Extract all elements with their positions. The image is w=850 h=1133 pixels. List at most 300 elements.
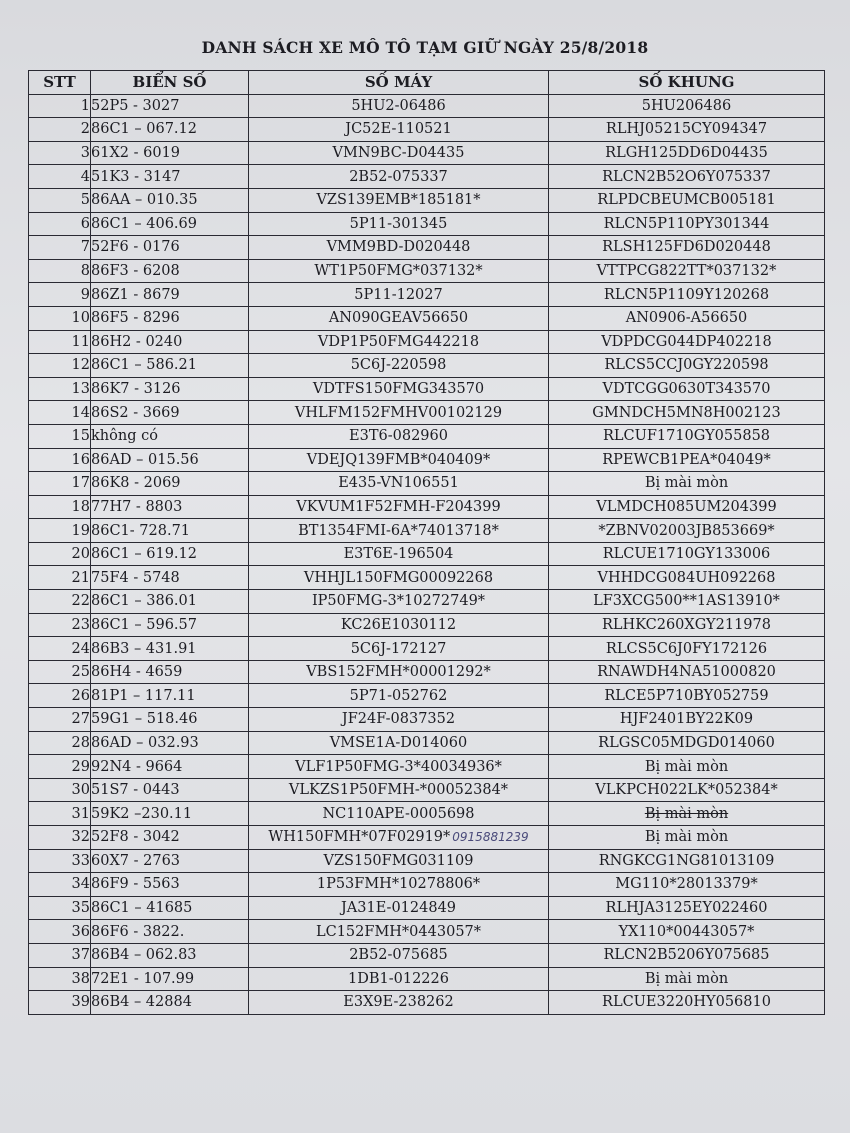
row-so-may-text: 1P53FMH*10278806* bbox=[316, 876, 481, 893]
row-so-may-text: VMM9BD-D020448 bbox=[326, 239, 471, 256]
row-stt-text: 10 bbox=[71, 310, 90, 327]
row-bien-so-text: không có bbox=[91, 428, 158, 445]
row-so-may bbox=[249, 424, 549, 448]
row-stt-text: 7 bbox=[80, 239, 90, 256]
row-bien-so-text: 86F9 - 5563 bbox=[91, 876, 180, 893]
row-stt bbox=[29, 731, 91, 755]
table-row bbox=[29, 401, 825, 425]
row-so-khung-text: RLCUE3220HY056810 bbox=[602, 994, 771, 1011]
row-so-may-text: VDP1P50FMG442218 bbox=[317, 333, 480, 350]
row-so-khung-text: Bị mài mòn bbox=[644, 805, 729, 822]
row-stt-text: 35 bbox=[71, 900, 90, 917]
row-stt-text: 25 bbox=[71, 664, 90, 681]
row-so-may bbox=[249, 259, 549, 283]
row-so-may-text: VZS139EMB*185181* bbox=[316, 192, 481, 209]
row-bien-so-text: 86B4 – 062.83 bbox=[91, 947, 197, 964]
row-bien-so bbox=[91, 424, 249, 448]
row-bien-so bbox=[91, 165, 249, 189]
row-so-khung bbox=[549, 448, 825, 472]
row-so-khung bbox=[549, 708, 825, 732]
row-stt bbox=[29, 188, 91, 212]
row-stt bbox=[29, 613, 91, 637]
row-stt bbox=[29, 873, 91, 897]
row-so-may-text: E435-VN106551 bbox=[338, 475, 459, 492]
table-row bbox=[29, 708, 825, 732]
row-so-may bbox=[249, 306, 549, 330]
row-stt-text: 24 bbox=[71, 640, 90, 657]
row-so-may bbox=[249, 920, 549, 944]
row-stt bbox=[29, 259, 91, 283]
table-row bbox=[29, 354, 825, 378]
row-bien-so-text: 59G1 – 518.46 bbox=[91, 711, 198, 728]
row-so-khung bbox=[549, 94, 825, 118]
table-row bbox=[29, 236, 825, 260]
row-bien-so bbox=[91, 755, 249, 779]
row-bien-so bbox=[91, 519, 249, 543]
table-row bbox=[29, 141, 825, 165]
row-stt-text: 34 bbox=[71, 876, 90, 893]
row-so-khung bbox=[549, 637, 825, 661]
row-bien-so bbox=[91, 283, 249, 307]
row-bien-so-text: 86F6 - 3822. bbox=[91, 923, 185, 940]
row-so-khung-text: RLCUF1710GY055858 bbox=[602, 428, 771, 445]
row-stt-text: 23 bbox=[71, 616, 90, 633]
row-bien-so bbox=[91, 991, 249, 1015]
row-so-khung-text: RLPDCBEUMCB005181 bbox=[597, 192, 776, 209]
row-bien-so-text: 51K3 - 3147 bbox=[91, 168, 181, 185]
row-so-may bbox=[249, 708, 549, 732]
row-so-may bbox=[249, 991, 549, 1015]
row-bien-so-text: 51S7 - 0443 bbox=[91, 782, 180, 799]
row-bien-so-text: 86Z1 - 8679 bbox=[91, 286, 180, 303]
row-bien-so-text: 86K8 - 2069 bbox=[91, 475, 181, 492]
row-so-may bbox=[249, 849, 549, 873]
row-stt bbox=[29, 283, 91, 307]
row-stt-text: 32 bbox=[71, 829, 90, 846]
row-stt-text: 19 bbox=[71, 522, 90, 539]
row-so-khung-text: RLHJ05215CY094347 bbox=[605, 121, 768, 138]
row-bien-so-text: 86C1 – 619.12 bbox=[91, 546, 197, 563]
table-row bbox=[29, 802, 825, 826]
row-stt-text: 2 bbox=[80, 121, 90, 138]
row-so-khung-text: VDPDCG044DP402218 bbox=[601, 333, 772, 350]
row-so-may bbox=[249, 401, 549, 425]
table-row bbox=[29, 377, 825, 401]
row-so-khung-text: RNAWDH4NA51000820 bbox=[597, 664, 776, 681]
table-row bbox=[29, 212, 825, 236]
row-bien-so bbox=[91, 967, 249, 991]
row-bien-so-text: 86B3 – 431.91 bbox=[91, 640, 197, 657]
row-so-khung bbox=[549, 896, 825, 920]
row-stt bbox=[29, 637, 91, 661]
row-so-may-text: 2B52-075685 bbox=[349, 947, 448, 964]
table-row bbox=[29, 613, 825, 637]
header-so-may: SỐ MÁY bbox=[249, 71, 549, 95]
row-so-khung-text: RLCN5P110PY301344 bbox=[603, 215, 770, 232]
table-row bbox=[29, 188, 825, 212]
row-so-may bbox=[249, 967, 549, 991]
row-so-khung-text: RLCN2B5206Y075685 bbox=[603, 947, 770, 964]
row-bien-so-text: 86F3 - 6208 bbox=[91, 263, 180, 280]
row-stt bbox=[29, 448, 91, 472]
row-stt bbox=[29, 896, 91, 920]
row-so-khung bbox=[549, 354, 825, 378]
row-bien-so-text: 60X7 - 2763 bbox=[91, 852, 181, 869]
row-so-khung bbox=[549, 920, 825, 944]
row-bien-so bbox=[91, 188, 249, 212]
row-stt-text: 9 bbox=[80, 286, 90, 303]
row-so-khung-text: Bị mài mòn bbox=[644, 758, 729, 775]
row-so-may-text: JA31E-0124849 bbox=[340, 900, 457, 917]
table-row bbox=[29, 590, 825, 614]
row-so-may-text: LC152FMH*0443057* bbox=[315, 923, 482, 940]
row-so-may bbox=[249, 448, 549, 472]
row-stt bbox=[29, 377, 91, 401]
row-so-khung bbox=[549, 684, 825, 708]
row-stt bbox=[29, 943, 91, 967]
table-row bbox=[29, 849, 825, 873]
row-so-may-text: 5P11-301345 bbox=[349, 215, 448, 232]
row-stt bbox=[29, 94, 91, 118]
row-bien-so-text: 86C1 – 067.12 bbox=[91, 121, 197, 138]
row-bien-so-text: 86H4 - 4659 bbox=[91, 664, 183, 681]
row-stt-text: 38 bbox=[71, 970, 90, 987]
row-so-khung bbox=[549, 141, 825, 165]
row-so-khung bbox=[549, 590, 825, 614]
row-bien-so bbox=[91, 542, 249, 566]
row-so-khung-text: Bị mài mòn bbox=[644, 829, 729, 846]
vehicle-table bbox=[28, 70, 825, 1015]
row-so-khung-text: 5HU206486 bbox=[641, 97, 732, 114]
row-bien-so bbox=[91, 306, 249, 330]
row-so-may-text: 5C6J-172127 bbox=[350, 640, 447, 657]
row-so-may bbox=[249, 188, 549, 212]
row-so-may-text: VBS152FMH*00001292* bbox=[306, 664, 491, 681]
row-bien-so-text: 86AD – 032.93 bbox=[91, 734, 199, 751]
row-so-may bbox=[249, 141, 549, 165]
row-so-may-text: VDTFS150FMG343570 bbox=[312, 381, 485, 398]
row-so-khung bbox=[549, 306, 825, 330]
row-so-may-text: KC26E1030112 bbox=[340, 616, 457, 633]
row-bien-so bbox=[91, 613, 249, 637]
row-so-khung bbox=[549, 873, 825, 897]
row-so-khung-text: VLMDCH085UM204399 bbox=[596, 498, 777, 515]
row-stt bbox=[29, 708, 91, 732]
row-bien-so bbox=[91, 330, 249, 354]
row-stt-text: 5 bbox=[80, 192, 90, 209]
row-so-may bbox=[249, 613, 549, 637]
row-so-may bbox=[249, 519, 549, 543]
row-stt bbox=[29, 920, 91, 944]
table-body bbox=[29, 94, 825, 1014]
row-stt bbox=[29, 165, 91, 189]
table-row bbox=[29, 826, 825, 850]
row-stt-text: 13 bbox=[71, 381, 90, 398]
table-row bbox=[29, 165, 825, 189]
row-stt bbox=[29, 424, 91, 448]
row-so-may-text: VMN9BC-D04435 bbox=[332, 145, 465, 162]
row-bien-so-text: 86S2 - 3669 bbox=[91, 404, 180, 421]
row-so-khung-text: RLHKC260XGY211978 bbox=[602, 616, 771, 633]
row-so-may-text: VHHJL150FMG00092268 bbox=[303, 569, 494, 586]
table-row bbox=[29, 684, 825, 708]
row-so-may-text: 2B52-075337 bbox=[349, 168, 448, 185]
row-so-may bbox=[249, 873, 549, 897]
row-stt bbox=[29, 778, 91, 802]
row-so-may bbox=[249, 637, 549, 661]
row-stt bbox=[29, 472, 91, 496]
row-stt-text: 12 bbox=[71, 357, 90, 374]
row-bien-so bbox=[91, 778, 249, 802]
row-so-khung bbox=[549, 991, 825, 1015]
row-bien-so bbox=[91, 377, 249, 401]
row-stt bbox=[29, 354, 91, 378]
header-stt: STT bbox=[29, 71, 91, 95]
row-so-may-text: VDEJQ139FMB*040409* bbox=[306, 451, 491, 468]
row-bien-so-text: 86C1 – 596.57 bbox=[91, 616, 197, 633]
row-so-khung-text: MG110*28013379* bbox=[615, 876, 758, 893]
row-so-may-text: WT1P50FMG*037132* bbox=[314, 263, 483, 280]
row-bien-so bbox=[91, 637, 249, 661]
row-bien-so-text: 86H2 - 0240 bbox=[91, 333, 183, 350]
row-stt bbox=[29, 118, 91, 142]
row-bien-so-text: 86C1 – 41685 bbox=[91, 900, 193, 917]
row-so-may bbox=[249, 566, 549, 590]
row-so-may-text: 1DB1-012226 bbox=[348, 970, 449, 987]
table-row bbox=[29, 448, 825, 472]
row-so-may bbox=[249, 778, 549, 802]
table-row bbox=[29, 259, 825, 283]
row-so-khung-text: RLHJA3125EY022460 bbox=[605, 900, 768, 917]
row-stt-text: 22 bbox=[71, 593, 90, 610]
row-bien-so bbox=[91, 943, 249, 967]
row-so-may bbox=[249, 236, 549, 260]
row-so-khung bbox=[549, 401, 825, 425]
row-bien-so bbox=[91, 236, 249, 260]
row-so-khung-text: RLGH125DD6D04435 bbox=[605, 145, 768, 162]
row-so-may bbox=[249, 943, 549, 967]
row-so-khung-text: RLCE5P710BY052759 bbox=[604, 687, 769, 704]
row-bien-so bbox=[91, 448, 249, 472]
row-so-may-text: IP50FMG-3*10272749* bbox=[311, 593, 486, 610]
row-so-khung-text: *ZBNV02003JB853669* bbox=[598, 522, 775, 539]
row-so-khung bbox=[549, 731, 825, 755]
table-row bbox=[29, 519, 825, 543]
row-stt bbox=[29, 519, 91, 543]
row-so-khung bbox=[549, 849, 825, 873]
row-so-khung bbox=[549, 613, 825, 637]
row-stt bbox=[29, 684, 91, 708]
table-row bbox=[29, 637, 825, 661]
row-so-khung bbox=[549, 330, 825, 354]
row-so-may-text: VMSE1A-D014060 bbox=[329, 734, 468, 751]
row-stt-text: 39 bbox=[71, 994, 90, 1011]
row-stt bbox=[29, 660, 91, 684]
row-so-may-text: 5P11-12027 bbox=[354, 286, 443, 303]
row-bien-so bbox=[91, 849, 249, 873]
document-title: DANH SÁCH XE MÔ TÔ TẠM GIỮ NGÀY 25/8/2018 bbox=[201, 38, 649, 57]
row-so-khung-text: GMNDCH5MN8H002123 bbox=[592, 404, 781, 421]
row-so-may bbox=[249, 896, 549, 920]
table-row bbox=[29, 495, 825, 519]
row-bien-so bbox=[91, 566, 249, 590]
row-so-may bbox=[249, 165, 549, 189]
row-so-khung bbox=[549, 519, 825, 543]
handwritten-note: 0915881239 bbox=[452, 830, 529, 845]
row-bien-so bbox=[91, 141, 249, 165]
row-so-khung bbox=[549, 566, 825, 590]
row-stt bbox=[29, 401, 91, 425]
row-bien-so-text: 86F5 - 8296 bbox=[91, 310, 180, 327]
row-bien-so bbox=[91, 731, 249, 755]
row-stt-text: 18 bbox=[71, 498, 90, 515]
row-stt bbox=[29, 967, 91, 991]
row-so-khung-text: RLCN2B52O6Y075337 bbox=[602, 168, 771, 185]
table-row bbox=[29, 873, 825, 897]
row-so-may-text: VHLFM152FMHV00102129 bbox=[294, 404, 503, 421]
row-bien-so-text: 86C1- 728.71 bbox=[91, 522, 191, 539]
row-bien-so-text: 86C1 – 406.69 bbox=[91, 215, 197, 232]
row-so-khung-text: HJF2401BY22K09 bbox=[619, 711, 754, 728]
row-stt-text: 21 bbox=[71, 569, 90, 586]
row-so-may bbox=[249, 377, 549, 401]
row-so-khung-text: AN0906-A56650 bbox=[625, 310, 748, 327]
row-stt bbox=[29, 212, 91, 236]
row-so-khung bbox=[549, 660, 825, 684]
row-so-may bbox=[249, 94, 549, 118]
row-so-may-text: VLKZS1P50FMH-*00052384* bbox=[288, 782, 509, 799]
row-so-may bbox=[249, 212, 549, 236]
row-so-khung bbox=[549, 118, 825, 142]
row-bien-so-text: 92N4 - 9664 bbox=[91, 758, 183, 775]
row-bien-so bbox=[91, 354, 249, 378]
row-so-khung-text: VTTPCG822TT*037132* bbox=[596, 263, 777, 280]
row-bien-so bbox=[91, 94, 249, 118]
row-bien-so-text: 52F6 - 0176 bbox=[91, 239, 180, 256]
row-stt bbox=[29, 991, 91, 1015]
row-bien-so-text: 86B4 – 42884 bbox=[91, 994, 192, 1011]
row-so-may-text: AN090GEAV56650 bbox=[328, 310, 469, 327]
row-so-khung bbox=[549, 259, 825, 283]
row-so-khung-text: RLCS5CCJ0GY220598 bbox=[604, 357, 769, 374]
row-bien-so bbox=[91, 472, 249, 496]
row-bien-so bbox=[91, 896, 249, 920]
row-so-may-text: VLF1P50FMG-3*40034936* bbox=[295, 758, 502, 775]
row-so-may bbox=[249, 542, 549, 566]
table-row bbox=[29, 542, 825, 566]
row-bien-so bbox=[91, 660, 249, 684]
row-stt bbox=[29, 542, 91, 566]
table-row bbox=[29, 566, 825, 590]
row-stt bbox=[29, 566, 91, 590]
row-so-khung-text: RLCS5C6J0FY172126 bbox=[605, 640, 768, 657]
row-so-may-text: JF24F-0837352 bbox=[341, 711, 456, 728]
row-bien-so-text: 72E1 - 107.99 bbox=[91, 970, 195, 987]
row-so-may bbox=[249, 660, 549, 684]
table-row bbox=[29, 660, 825, 684]
row-so-may-text: WH150FMH*07F02919* bbox=[268, 829, 451, 846]
row-stt-text: 6 bbox=[80, 215, 90, 232]
table-row bbox=[29, 991, 825, 1015]
row-so-khung-text: RLCN5P1109Y120268 bbox=[603, 286, 770, 303]
row-bien-so-text: 52P5 - 3027 bbox=[91, 97, 180, 114]
row-so-may bbox=[249, 802, 549, 826]
row-stt-text: 16 bbox=[71, 451, 90, 468]
row-bien-so bbox=[91, 495, 249, 519]
row-so-khung-text: Bị mài mòn bbox=[644, 475, 729, 492]
row-so-may bbox=[249, 495, 549, 519]
row-stt bbox=[29, 755, 91, 779]
row-so-may bbox=[249, 826, 549, 850]
table-row bbox=[29, 94, 825, 118]
row-so-khung-text: RLSH125FD6D020448 bbox=[602, 239, 771, 256]
row-so-khung bbox=[549, 424, 825, 448]
row-so-may-text: JC52E-110521 bbox=[345, 121, 452, 138]
row-bien-so bbox=[91, 920, 249, 944]
row-so-khung-text: RLCUE1710GY133006 bbox=[602, 546, 771, 563]
table-row bbox=[29, 424, 825, 448]
row-so-may-text: E3X9E-238262 bbox=[343, 994, 454, 1011]
row-so-khung-text: RNGKCG1NG81013109 bbox=[598, 852, 775, 869]
row-bien-so-text: 86C1 – 586.21 bbox=[91, 357, 197, 374]
row-stt-text: 1 bbox=[80, 97, 90, 114]
row-so-khung bbox=[549, 826, 825, 850]
row-so-khung-text: YX110*00443057* bbox=[618, 923, 755, 940]
row-stt-text: 15 bbox=[71, 428, 90, 445]
row-so-khung bbox=[549, 188, 825, 212]
row-bien-so-text: 86K7 - 3126 bbox=[91, 381, 181, 398]
row-so-may bbox=[249, 684, 549, 708]
row-so-khung-text: RPEWCB1PEA*04049* bbox=[602, 451, 771, 468]
row-so-may bbox=[249, 354, 549, 378]
row-so-may bbox=[249, 330, 549, 354]
row-stt bbox=[29, 495, 91, 519]
row-so-may-text: NC110APE-0005698 bbox=[322, 805, 475, 822]
row-stt-text: 29 bbox=[71, 758, 90, 775]
row-so-may bbox=[249, 731, 549, 755]
row-so-khung-text: VLKPCH022LK*052384* bbox=[595, 782, 778, 799]
row-so-khung-text: LF3XCG500**1AS13910* bbox=[593, 593, 780, 610]
row-so-khung bbox=[549, 212, 825, 236]
row-stt bbox=[29, 306, 91, 330]
row-so-khung-text: VDTCGG0630T343570 bbox=[602, 381, 771, 398]
table-row bbox=[29, 920, 825, 944]
table-header-row bbox=[29, 71, 825, 95]
row-bien-so-text: 86AA – 010.35 bbox=[91, 192, 198, 209]
row-stt-text: 8 bbox=[80, 263, 90, 280]
row-bien-so bbox=[91, 259, 249, 283]
table-row bbox=[29, 778, 825, 802]
row-stt-text: 31 bbox=[71, 805, 90, 822]
row-so-khung-text: VHHDCG084UH092268 bbox=[597, 569, 776, 586]
row-so-may-text: E3T6E-196504 bbox=[343, 546, 454, 563]
row-bien-so bbox=[91, 802, 249, 826]
row-bien-so bbox=[91, 212, 249, 236]
row-stt bbox=[29, 330, 91, 354]
table-row bbox=[29, 306, 825, 330]
row-so-may-text: 5HU2-06486 bbox=[351, 97, 446, 114]
table-row bbox=[29, 330, 825, 354]
row-stt-text: 37 bbox=[71, 947, 90, 964]
row-bien-so bbox=[91, 826, 249, 850]
row-stt-text: 36 bbox=[71, 923, 90, 940]
row-so-may-text: VZS150FMG031109 bbox=[323, 852, 474, 869]
row-stt-text: 27 bbox=[71, 711, 90, 728]
row-so-khung bbox=[549, 495, 825, 519]
row-bien-so-text: 75F4 - 5748 bbox=[91, 569, 180, 586]
row-bien-so-text: 59K2 –230.11 bbox=[91, 805, 193, 822]
row-stt-text: 3 bbox=[80, 145, 90, 162]
